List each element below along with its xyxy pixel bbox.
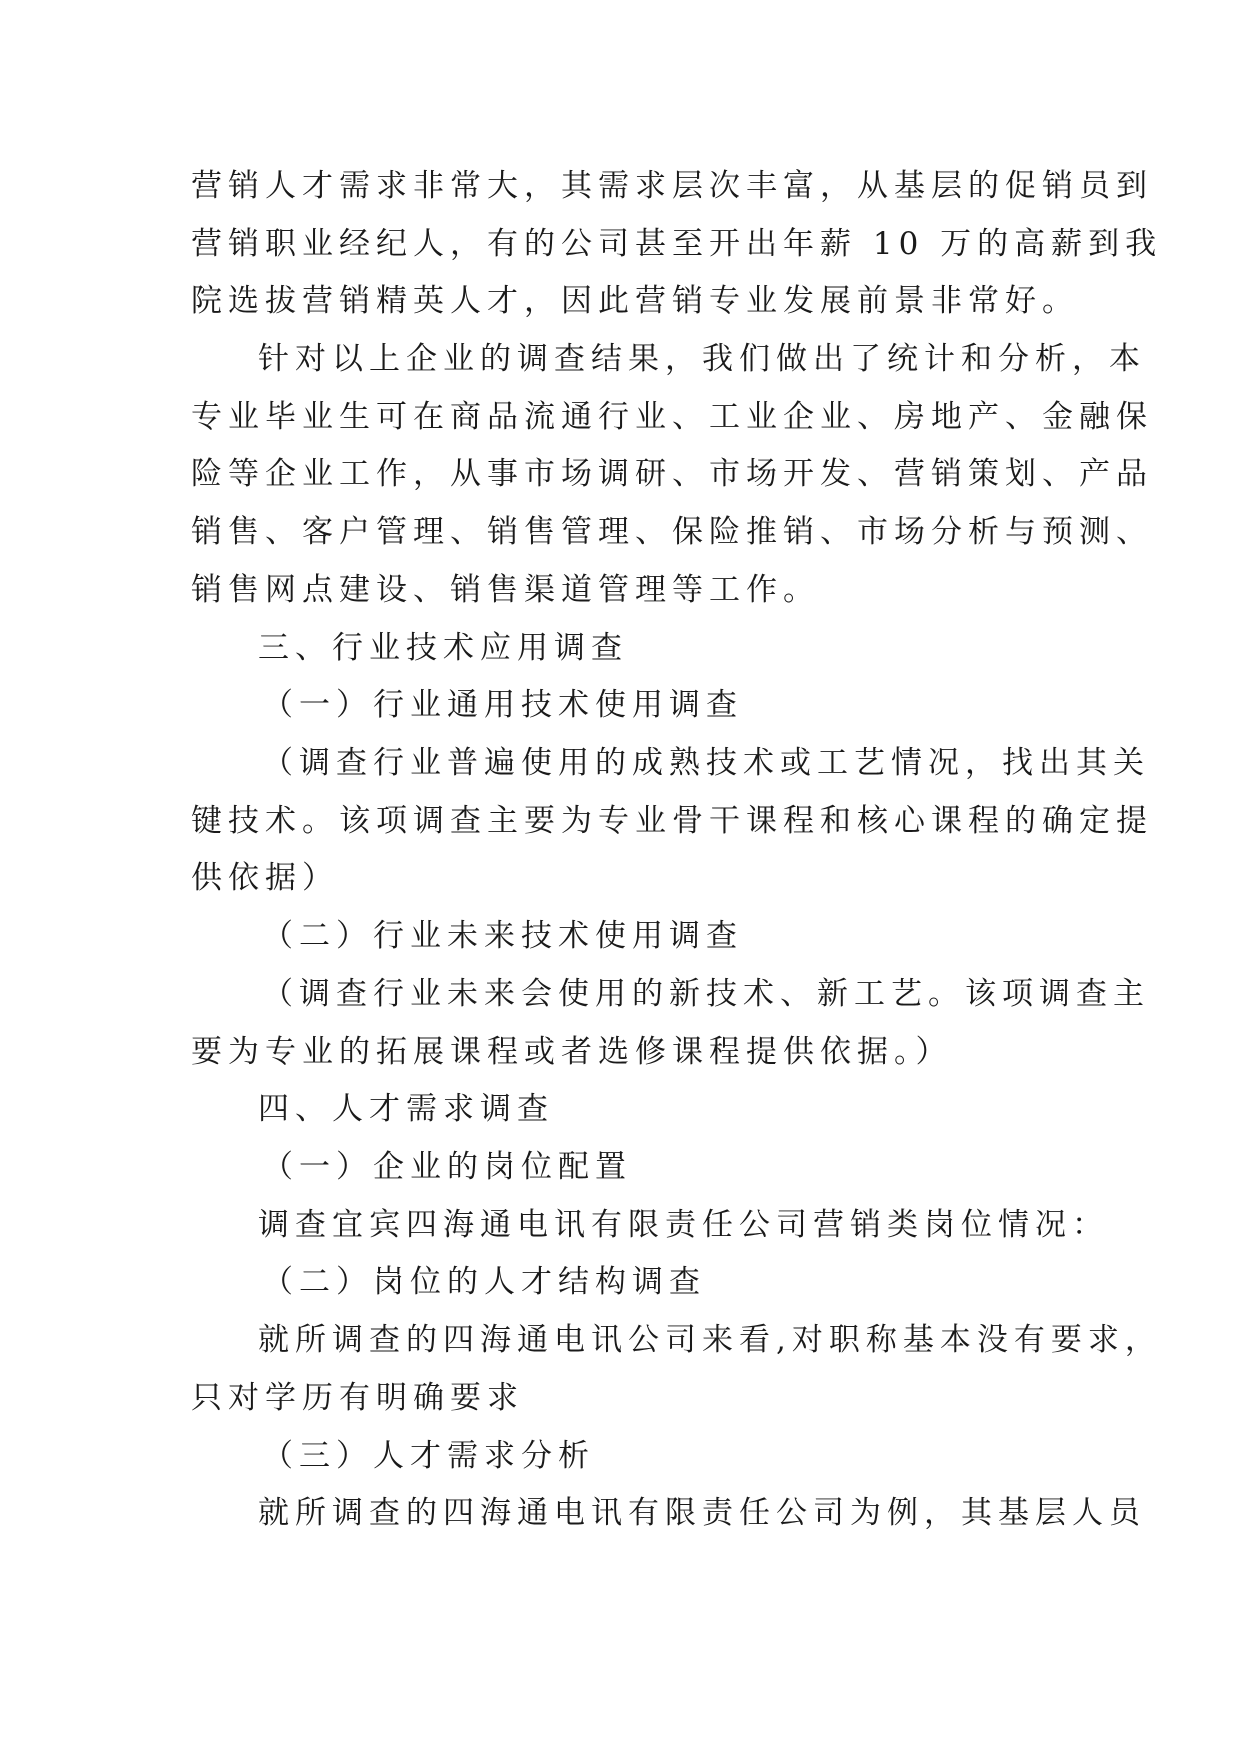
paragraph-line: 销售、客户管理、销售管理、保险推销、市场分析与预测、 <box>191 514 1153 550</box>
subsection-heading: （二）岗位的人才结构调查 <box>262 1264 706 1300</box>
paragraph-line: 就所调查的四海通电讯公司来看,对职称基本没有要求， <box>258 1322 1162 1358</box>
paragraph-line: 销售网点建设、销售渠道管理等工作。 <box>191 572 820 608</box>
section-heading: 三、行业技术应用调查 <box>258 630 628 666</box>
paragraph-line: 专业毕业生可在商品流通行业、工业企业、房地产、金融保 <box>191 399 1153 435</box>
paragraph-line: 院选拔营销精英人才，因此营销专业发展前景非常好。 <box>191 283 1079 319</box>
paragraph-line: 调查宜宾四海通电讯有限责任公司营销类岗位情况： <box>258 1207 1109 1243</box>
paragraph-line: 只对学历有明确要求 <box>191 1380 524 1416</box>
subsection-heading: （一）企业的岗位配置 <box>262 1149 632 1185</box>
paragraph-line: （调查行业普遍使用的成熟技术或工艺情况，找出其关 <box>262 745 1150 781</box>
paragraph-line: 营销人才需求非常大，其需求层次丰富，从基层的促销员到 <box>191 168 1153 204</box>
paragraph-line: 供依据） <box>191 860 339 896</box>
paragraph-line: 险等企业工作，从事市场调研、市场开发、营销策划、产品 <box>191 456 1153 492</box>
paragraph-line: 营销职业经纪人，有的公司甚至开出年薪 10 万的高薪到我 <box>191 226 1163 262</box>
paragraph-line: 键技术。该项调查主要为专业骨干课程和核心课程的确定提 <box>191 803 1153 839</box>
subsection-heading: （三）人才需求分析 <box>262 1438 595 1474</box>
paragraph-line: （调查行业未来会使用的新技术、新工艺。该项调查主 <box>262 976 1150 1012</box>
paragraph-line: 针对以上企业的调查结果，我们做出了统计和分析，本 <box>258 341 1146 377</box>
subsection-heading: （二）行业未来技术使用调查 <box>262 918 743 954</box>
paragraph-line: 就所调查的四海通电讯有限责任公司为例，其基层人员 <box>258 1495 1146 1531</box>
section-heading: 四、人才需求调查 <box>258 1091 554 1127</box>
subsection-heading: （一）行业通用技术使用调查 <box>262 687 743 723</box>
paragraph-line: 要为专业的拓展课程或者选修课程提供依据。） <box>191 1034 953 1070</box>
